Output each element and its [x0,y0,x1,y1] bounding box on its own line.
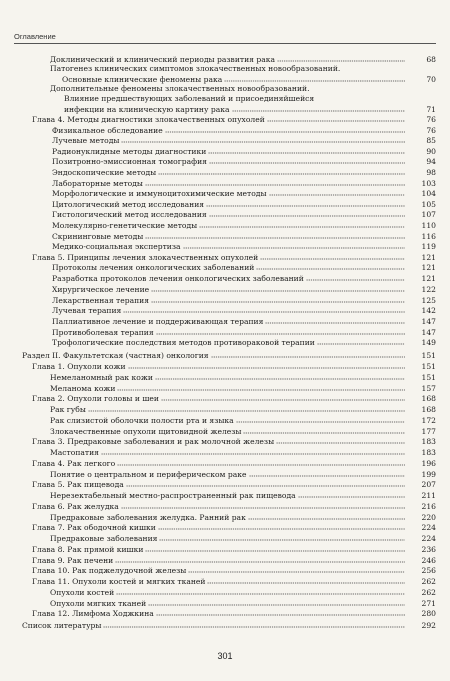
toc-entry [52,199,436,209]
toc-leader-dots [236,417,405,423]
toc-entry-title: Лекарственная терапия [52,296,150,305]
toc-entry [52,188,436,198]
toc-entry-title: Протоколы лечения онкологических заболеваний [52,263,255,272]
toc-entry-title: Опухоли мягких тканей [50,599,147,608]
toc-entry-page: 147 [421,317,436,326]
toc-entry-title: Радионуклидные методы диагностики [52,147,207,156]
toc-entry-title: Глава 7. Рак ободочной кишки [32,523,156,532]
toc-entry-title: Глава 12. Лимфома Ходжкина [32,609,154,618]
toc-entry [32,114,436,124]
toc-entry-page: 142 [421,306,436,315]
toc-entry-page: 104 [421,189,436,198]
toc-entry-title: Паллиативное лечение и поддерживающая терапия [52,317,264,326]
toc-entry-title: Скрининговые методы [52,232,144,241]
toc-leader-dots [116,589,405,595]
toc-entry [50,84,310,93]
toc-entry [50,372,436,382]
toc-entry-page: 116 [421,232,436,241]
toc-entry-page: 224 [421,523,436,532]
toc-entry-title: Гистологический метод исследования [52,210,207,219]
toc-leader-dots [161,395,405,401]
toc-entry-title: Список литературы [22,621,102,630]
toc-entry-title: Понятие о центральном и периферическом раке [50,470,247,479]
toc-entry [52,125,436,135]
toc-entry [22,620,436,630]
toc-entry [50,426,436,436]
toc-leader-dots [165,127,405,133]
toc-entry-title: Глава 9. Рак печени [32,556,114,565]
toc-leader-dots [156,329,405,335]
toc-entry-title: Опухоли костей [50,588,115,597]
toc-entry-page: 122 [421,285,436,294]
toc-entry-title: Доклинический и клинический периоды развития рака [50,55,276,64]
toc-entry-page: 183 [421,448,436,457]
toc-entry-page: 121 [421,274,436,283]
toc-leader-dots [159,535,405,541]
toc-entry-title: Патогенез клинических симптомов злокачественных новообразований. [50,64,341,73]
toc-entry-title: Глава 8. Рак прямой кишки [32,545,144,554]
toc-entry [32,458,436,468]
toc-entry-title: Эндоскопические методы [52,168,157,177]
toc-entry-page: 121 [421,253,436,262]
toc-entry-page: 151 [421,373,436,382]
toc-leader-dots [101,449,405,455]
toc-entry-page: 119 [421,242,436,251]
toc-leader-dots [88,406,405,412]
toc-leader-dots [298,492,405,498]
toc-entry-title: Предраковые заболевания [50,534,158,543]
toc-entry [32,361,436,371]
toc-leader-dots [208,148,405,154]
toc-entry [52,209,436,219]
toc-entry-page: 90 [426,147,436,156]
toc-leader-dots [209,158,405,164]
toc-leader-dots [156,610,405,616]
toc-entry-title: Мастопатия [50,448,99,457]
toc-leader-dots [206,201,405,207]
toc-entry-page: 211 [421,491,436,500]
toc-entry [52,337,436,347]
toc-entry-page: 70 [426,75,436,84]
toc-entry [52,178,436,188]
toc-entry-page: 220 [421,513,436,522]
toc-entry-page: 262 [421,577,436,586]
toc-leader-dots [145,546,405,552]
toc-entry [62,74,436,84]
toc-entry-page: 246 [421,556,436,565]
toc-leader-dots [158,524,405,530]
toc-entry [50,512,436,522]
toc-entry [32,522,436,532]
toc-entry-page: 168 [421,394,436,403]
toc-entry [52,284,436,294]
toc-leader-dots [145,180,405,186]
toc-leader-dots [126,481,405,487]
toc-entry-page: 236 [421,545,436,554]
toc-entry-title: Основные клинические феномены рака [62,75,223,84]
toc-entry [50,469,436,479]
toc-entry-title: Дополнительные феномены злокачественных новообразований. [50,84,310,93]
toc-entry-page: 183 [421,437,436,446]
toc-entry [50,383,436,393]
toc-entry-page: 151 [421,362,436,371]
toc-entry-title: Глава 4. Методы диагностики злокачественных опухолей [32,115,265,124]
toc-entry-page: 199 [421,470,436,479]
toc-entry-page: 280 [421,609,436,618]
toc-entry-title: Глава 5. Рак пищевода [32,480,124,489]
toc-entry-page: 151 [421,351,436,360]
toc-entry [50,415,436,425]
toc-entry-title: Глава 10. Рак поджелудочной железы [32,566,187,575]
toc-entry [32,501,436,511]
toc-entry-page: 256 [421,566,436,575]
toc-entry-page: 121 [421,263,436,272]
toc-leader-dots [277,56,405,62]
toc-entry [52,316,436,326]
toc-entry-title: Трофологические последствия методов противораковой терапии [52,338,315,347]
toc-entry-page: 147 [421,328,436,337]
toc-entry-title: Лучевые методы [52,136,120,145]
toc-entry-page: 110 [421,221,436,230]
toc-entry-title: Глава 5. Принципы лечения злокачественных опухолей [32,253,259,262]
toc-entry [50,533,436,543]
toc-entry-page: 292 [421,621,436,630]
toc-entry [50,54,436,64]
toc-entry-page: 71 [426,105,436,114]
toc-leader-dots [267,116,405,122]
toc-leader-dots [117,385,405,391]
toc-entry-title: Предраковые заболевания желудка. Ранний рак [50,513,246,522]
toc-leader-dots [121,503,405,509]
toc-entry [52,135,436,145]
toc-entry [52,156,436,166]
toc-entry [22,350,436,360]
toc-entry [52,146,436,156]
toc-entry-page: 196 [421,459,436,468]
header-title: Оглавление [14,32,56,41]
toc-entry-title: Физикальное обследование [52,126,163,135]
toc-leader-dots [269,190,406,196]
toc-entry-title: Морфологические и иммуноцитохимические методы [52,189,267,198]
toc-entry [32,479,436,489]
toc-entry-title: Хирургическое лечение [52,285,150,294]
toc-entry-title: Глава 11. Опухоли костей и мягких тканей [32,577,206,586]
toc-entry [52,305,436,315]
toc-entry-page: 103 [421,179,436,188]
toc-entry [32,565,436,575]
toc-entry [32,555,436,565]
toc-entry-title: Глава 3. Предраковые заболевания и рак молочной железы [32,437,275,446]
toc-entry-page: 68 [426,55,436,64]
toc-entry-page: 157 [421,384,436,393]
toc-leader-dots [232,106,406,112]
toc-entry-title: Глава 1. Опухоли кожи [32,362,126,371]
toc-leader-dots [207,578,405,584]
toc-entry-title: Рак слизистой оболочки полости рта и языка [50,416,234,425]
toc-leader-dots [276,438,405,444]
toc-leader-dots [249,471,406,477]
toc-entry-title: Молекулярно-генетические методы [52,221,198,230]
toc-entry [32,252,436,262]
toc-leader-dots [115,557,405,563]
toc-entry [32,393,436,403]
toc-leader-dots [224,76,405,82]
toc-entry-title: Позитронно-эмиссионная томография [52,157,207,166]
toc-leader-dots [183,243,405,249]
toc-entry [52,167,436,177]
toc-leader-dots [121,137,405,143]
toc-leader-dots [117,460,405,466]
toc-leader-dots [151,297,405,303]
toc-entry-page: 216 [421,502,436,511]
toc-entry-title: Разработка протоколов лечения онкологических заболеваний [52,274,304,283]
toc-entry [32,576,436,586]
toc-entry-title: Нерезектабельный местно-распространенный рак пищевода [50,491,296,500]
toc-entry-title: Глава 6. Рак желудка [32,502,119,511]
toc-entry-title: Лучевая терапия [52,306,122,315]
toc-leader-dots [123,307,405,313]
toc-entry [50,404,436,414]
toc-leader-dots [260,254,405,260]
toc-entry [52,273,436,283]
toc-entry-page: 107 [421,210,436,219]
toc-entry [50,490,436,500]
toc-leader-dots [155,374,405,380]
toc-leader-dots [199,222,405,228]
toc-entry-page: 125 [421,296,436,305]
toc-entry-title: Лабораторные методы [52,179,143,188]
toc-entry-page: 177 [421,427,436,436]
toc-leader-dots [148,600,405,606]
toc-entry-page: 105 [421,200,436,209]
toc-entry-page: 76 [426,115,436,124]
toc-entry-title: Злокачественные опухоли щитовидной железы [50,427,242,436]
toc-entry-title: Медико-социальная экспертиза [52,242,181,251]
toc-leader-dots [128,363,405,369]
toc-entry [52,262,436,272]
toc-leader-dots [103,622,405,628]
toc-entry-page: 149 [421,338,436,347]
toc-entry-title: Глава 2. Опухоли головы и шеи [32,394,159,403]
toc-entry-title: Глава 4. Рак легкого [32,459,116,468]
toc-entry-page: 85 [426,136,436,145]
toc-leader-dots [248,514,405,520]
toc-entry [50,447,436,457]
toc-entry-page: 76 [426,126,436,135]
toc-leader-dots [145,233,405,239]
toc-entry-title: Рак губы [50,405,86,414]
toc-entry [52,231,436,241]
toc-entry [50,64,340,73]
toc-entry-page: 172 [421,416,436,425]
toc-entry [32,544,436,554]
toc-entry [52,241,436,251]
toc-entry-title: инфекции на клиническую картину рака [64,105,230,114]
toc-entry-title: Влияние предшествующих заболеваний и присоединяйшейся [64,94,315,103]
toc-entry-page: 98 [426,168,436,177]
toc-leader-dots [256,264,405,270]
toc-leader-dots [158,169,405,175]
toc-leader-dots [151,286,405,292]
toc-leader-dots [317,339,405,345]
toc-entry-page: 207 [421,480,436,489]
page-number: 301 [217,651,233,661]
toc-entry-title: Цитологический метод исследования [52,200,205,209]
toc-entry-title: Немеланомный рак кожи [50,373,153,382]
toc-entry [32,608,436,618]
toc-leader-dots [211,352,405,358]
toc-entry-page: 168 [421,405,436,414]
toc-entry [64,94,314,103]
toc-entry-page: 224 [421,534,436,543]
toc-entry [50,598,436,608]
toc-entry-page: 94 [426,157,436,166]
toc-leader-dots [209,211,405,217]
toc-entry [52,295,436,305]
toc-entry-title: Меланома кожи [50,384,116,393]
toc-entry [32,436,436,446]
toc-leader-dots [306,275,405,281]
toc-entry-page: 262 [421,588,436,597]
toc-entry-title: Раздел II. Факультетская (частная) онкология [22,351,209,360]
toc-entry [50,587,436,597]
toc-leader-dots [188,567,405,573]
toc-entry [64,104,436,114]
toc-entry-page: 271 [421,599,436,608]
toc-leader-dots [243,428,405,434]
toc-entry [52,327,436,337]
toc-leader-dots [265,318,405,324]
toc-entry-title: Противоболевая терапия [52,328,154,337]
toc-entry [52,220,436,230]
